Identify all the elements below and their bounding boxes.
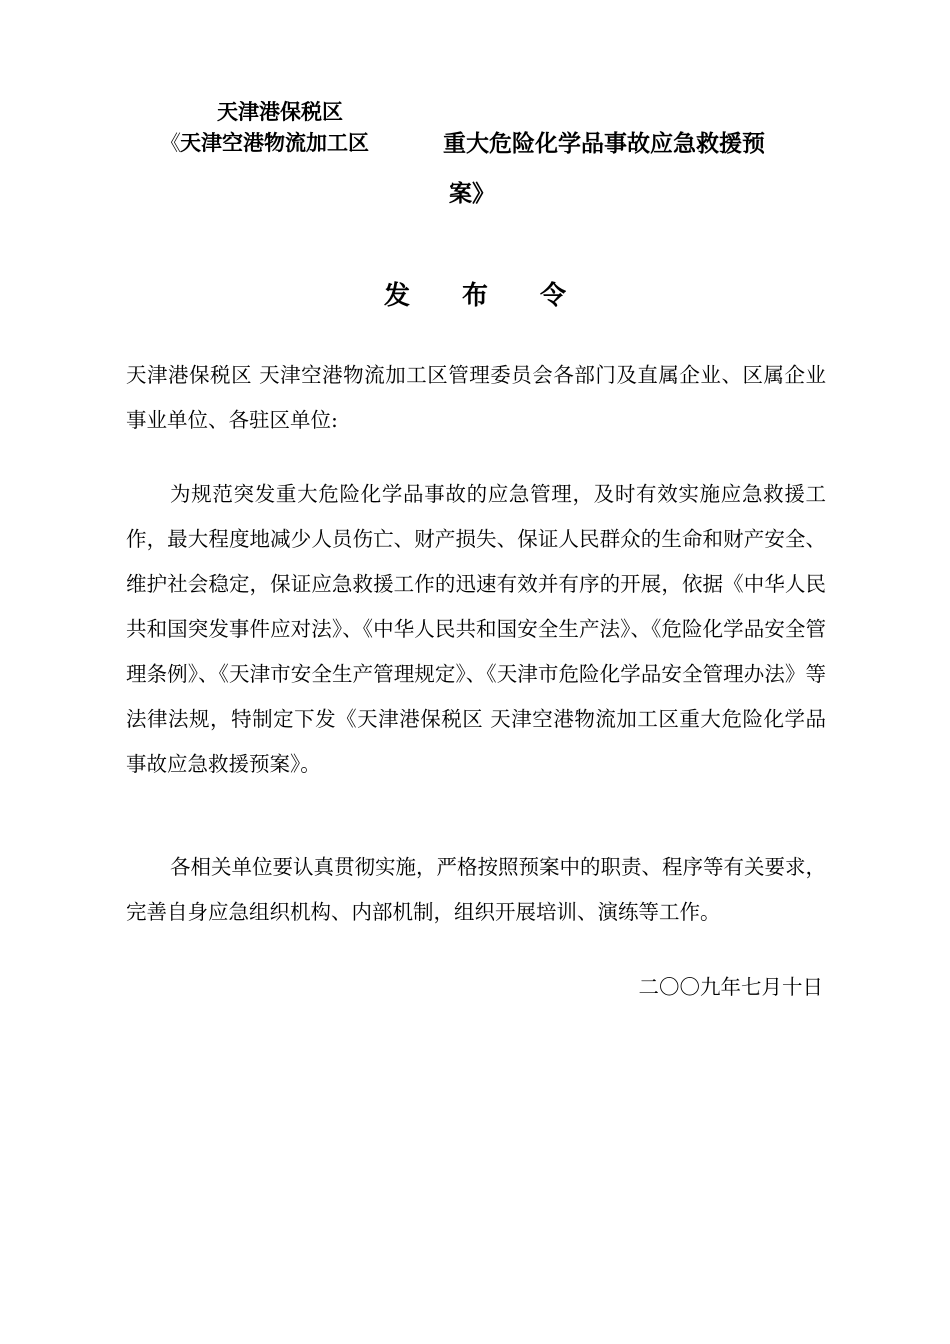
title-issuer-line2-text: 天津空港物流加工区 (180, 131, 369, 155)
title-main-part2: 案》 (449, 181, 495, 207)
title-open-bracket: 《 (160, 131, 181, 155)
request-paragraph: 各相关单位要认真贯彻实施，严格按照预案中的职责、程序等有关要求，完善自身应急组织机构、内部机制，组织开展培训、演练等工作。 (126, 855, 826, 924)
title-issuer-line2 (160, 129, 369, 157)
title-issuer-line1: 天津港保税区 (217, 100, 343, 124)
main-paragraph: 为规范突发重大危险化学品事故的应急管理，及时有效实施应急救援工作，最大程度地减少人员伤亡、财产损失、保证人民群众的生命和财产安全、维护社会稳定，保证应急救援工作的迅速有效并有序的开展，依据《中华人民共和国突发事件应对法》、《中华人民共和国安全生产法》、《危险化学品安全管理条例》、《天津市安全生产管理规定》、《天津市危险化学品安全管理办法》等法律法规，特制定下发《天津港保税区 天津空港物流加工区重大危险化学品事故应急救援预案》。 (126, 482, 826, 776)
document-title (0, 0, 950, 220)
issue-date: 二〇〇九年七月十日 (638, 975, 823, 999)
address-line: 天津港保税区 天津空港物流加工区管理委员会各部门及直属企业、区属企业事业单位、各驻区单位: (126, 363, 826, 432)
decree-heading: 发布令 (383, 281, 618, 311)
title-main-part1: 重大危险化学品事故应急救援预 (443, 131, 765, 157)
